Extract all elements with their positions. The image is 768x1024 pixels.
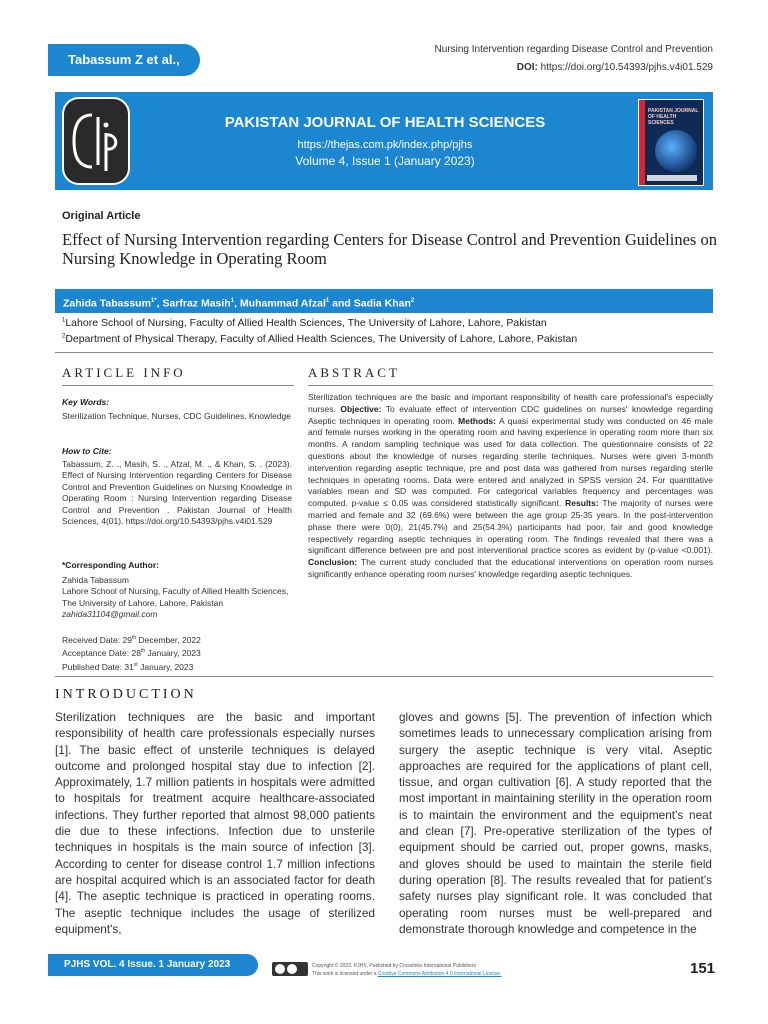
- page-number: 151: [690, 960, 716, 977]
- divider: [55, 352, 713, 353]
- corresponding-email[interactable]: zahida31104@gmail.com: [62, 609, 158, 619]
- cc-license-icon[interactable]: [272, 962, 308, 976]
- keywords-block: [62, 397, 292, 422]
- author-name: Zahida Tabassum: [63, 297, 151, 310]
- author-tab: Tabassum Z et al.,: [48, 44, 200, 76]
- cover-strip: [639, 100, 645, 185]
- abstract-heading: ABSTRACT: [308, 365, 400, 380]
- corresponding-name: Zahida Tabassum: [62, 574, 129, 585]
- journal-url[interactable]: https://thejas.com.pk/index.php/pjhs: [297, 139, 473, 151]
- license-link[interactable]: Creative Commons Attribution 4.0 International License.: [377, 971, 502, 977]
- footer-tab: PJHS VOL. 4 Issue. 1 January 2023: [48, 954, 258, 976]
- corresponding-block: [62, 560, 292, 621]
- citation[interactable]: Tabassum, Z. ., Masih, S. ., Afzal, M. ., & Khan, S. . (2023). Effect of Nursing Intervention regarding Centers for Disease Control and Prevention Guidelines on Nursing Knowledge in Operating Room : Nursing Intervention regarding Disease Control and Prevention . Pakistan Journal of Health Sciences, 4(01). https://doi.org/10.54393/pjhs.v4i01.529: [62, 458, 292, 526]
- running-title: Nursing Intervention regarding Disease Control and Prevention: [434, 44, 713, 55]
- cite-label: How to Cite:: [62, 446, 112, 456]
- article-title: Effect of Nursing Intervention regarding Centers for Disease Control and Prevention Guidelines on Nursing Knowledge in Operating Room: [62, 230, 717, 268]
- article-type: Original Article: [62, 210, 141, 222]
- article-info-heading: ARTICLE INFO: [62, 365, 186, 380]
- license-line: This work is licensed under a Creative Commons Attribution 4.0 International License.: [312, 971, 502, 977]
- published-date: Published Date: 31st January, 2023: [62, 661, 194, 672]
- acceptance-date: Acceptance Date: 28th January, 2023: [62, 648, 201, 659]
- journal-volume: Volume 4, Issue 1 (January 2023): [295, 154, 475, 168]
- divider: [308, 385, 713, 386]
- author-name: Sadia Khan: [353, 297, 411, 310]
- cover-globe-icon: [655, 130, 697, 172]
- divider: [55, 676, 713, 677]
- journal-name: PAKISTAN JOURNAL OF HEALTH SCIENCES: [224, 114, 546, 131]
- received-date: Received Date: 29th December, 2022: [62, 634, 201, 645]
- journal-logo-icon: [62, 97, 130, 185]
- author-name: Sarfraz Masih: [162, 297, 231, 310]
- affiliation: $^1$Lahore School of Nursing, Faculty of Allied Health Sciences, The University of Lahore, Lahore, Pakistan: [62, 317, 547, 329]
- authors-bar: Zahida Tabassum$^{1*}$, Sarfraz Masih$^1$, Muhammad Afzal$^1$ and Sadia Khan$^2$: [55, 289, 713, 313]
- cover-footer: [647, 175, 697, 181]
- corresponding-label: *Corresponding Author:: [62, 560, 159, 570]
- introduction-column-2: gloves and gowns [5]. The prevention of infection which sometimes leads to unnecessary complication arising from surgery the aseptic technique is very vital. Aseptic approaches are required for the applications of plant cell, tissue, and organ cultivation [6]. A study reported that the most important in maintaining sterility in the operation room is to maintain the environment and the equipment's neat and clean [7]. Pre-operative sterilization of the types of equipment should be carried out, proper gowns, masks, and gloves should be used to maintain the sterile field during operation [8]. The results revealed that for patient's safety nurses play significant role. It was concluded that operating room nurses must be well-prepared and demonstrate thorough knowledge and competence in the: [399, 710, 712, 936]
- doi[interactable]: DOI: https://doi.org/10.54393/pjhs.v4i01.529: [516, 62, 713, 73]
- citation-block: [62, 446, 292, 528]
- journal-cover-image: [638, 99, 704, 186]
- corresponding-affiliation: Lahore School of Nursing, Faculty of Allied Health Sciences, The University of Lahore, Lahore, Pakistan: [62, 586, 289, 608]
- copyright: Copyright © 2023. PJHS, Published by Crosslinks International Publishers: [312, 963, 477, 969]
- abstract-text: Sterilization techniques are the basic and important responsibility of health care professional's especially nurses. Objective: To evaluate effect of intervention CDC guidelines on nurses' knowledge regarding Aseptic techniques in operating room. Methods: A quasi experimental study was conducted on 46 male and female nurses working in the operating room and having experience in operating room more than six months. A random sampling technique was used for data collection. The questionnaire consists of 22 questions about the knowledge of nurses regarding sterile techniques. Nurses were given 3-month intervention regarding aseptic technique, pre and post data was gathered from nurses regarding sterile techniques in operating rooms. Data were entered and analyzed in SPSS version 24. For quantitative variables mean and SD was computed. For categorical variables frequency and percentages was computed. p-value ≤ 0.05 was considered statistically significant. Results: The majority of nurses were married and female and 32 (69.6%) were between the age group 25-35 years. In the post-intervention phase there were 0(0), 21(45.7%) and 25(54.3%) participants had poor, fair and good knowledge respectively regarding aseptic techniques in operating room. The findings revealed that there was a significant difference between pre and post interventional practice scores as evident by (p-value <0.001). Conclusion: The current study concluded that the educational interventions on operation room nurses significantly enhance operating room nurses' knowledge regarding aseptic techniques.: [308, 392, 713, 579]
- dates-block: [62, 633, 292, 673]
- keywords: Sterilization Technique, Nurses, CDC Guidelines, Knowledge: [62, 410, 291, 421]
- introduction-heading: INTRODUCTION: [55, 687, 197, 702]
- affiliation: $^2$Department of Physical Therapy, Faculty of Allied Health Sciences, The University of Lahore, Lahore, Pakistan: [62, 333, 578, 345]
- keywords-label: Key Words:: [62, 397, 110, 407]
- author-name: Muhammad Afzal: [239, 297, 326, 310]
- divider: [62, 385, 294, 386]
- introduction-column-1: Sterilization techniques are the basic and important responsibility of health care professionals especially nurses [1]. The basic effect of unsterile techniques is delayed outcome and prolonged hospital stay due to infection [2]. Approximately, 1.7 million patients in hospitals were admitted to hospitals for treatment acquire healthcare-associated infections. They further reported that almost 98,000 patients die due to these infections. Infection due to unsterile techniques in hospitals is the main source of infection [3]. According to center for disease control 1.7 million infections are hospital acquired which is an associated factor for death [4]. The aseptic technique is practiced in operating rooms. The aseptic technique includes the usage of sterilized equipment's,: [55, 710, 375, 936]
- cover-title: PAKISTAN JOURNAL OF HEALTH SCIENCES: [648, 108, 699, 126]
